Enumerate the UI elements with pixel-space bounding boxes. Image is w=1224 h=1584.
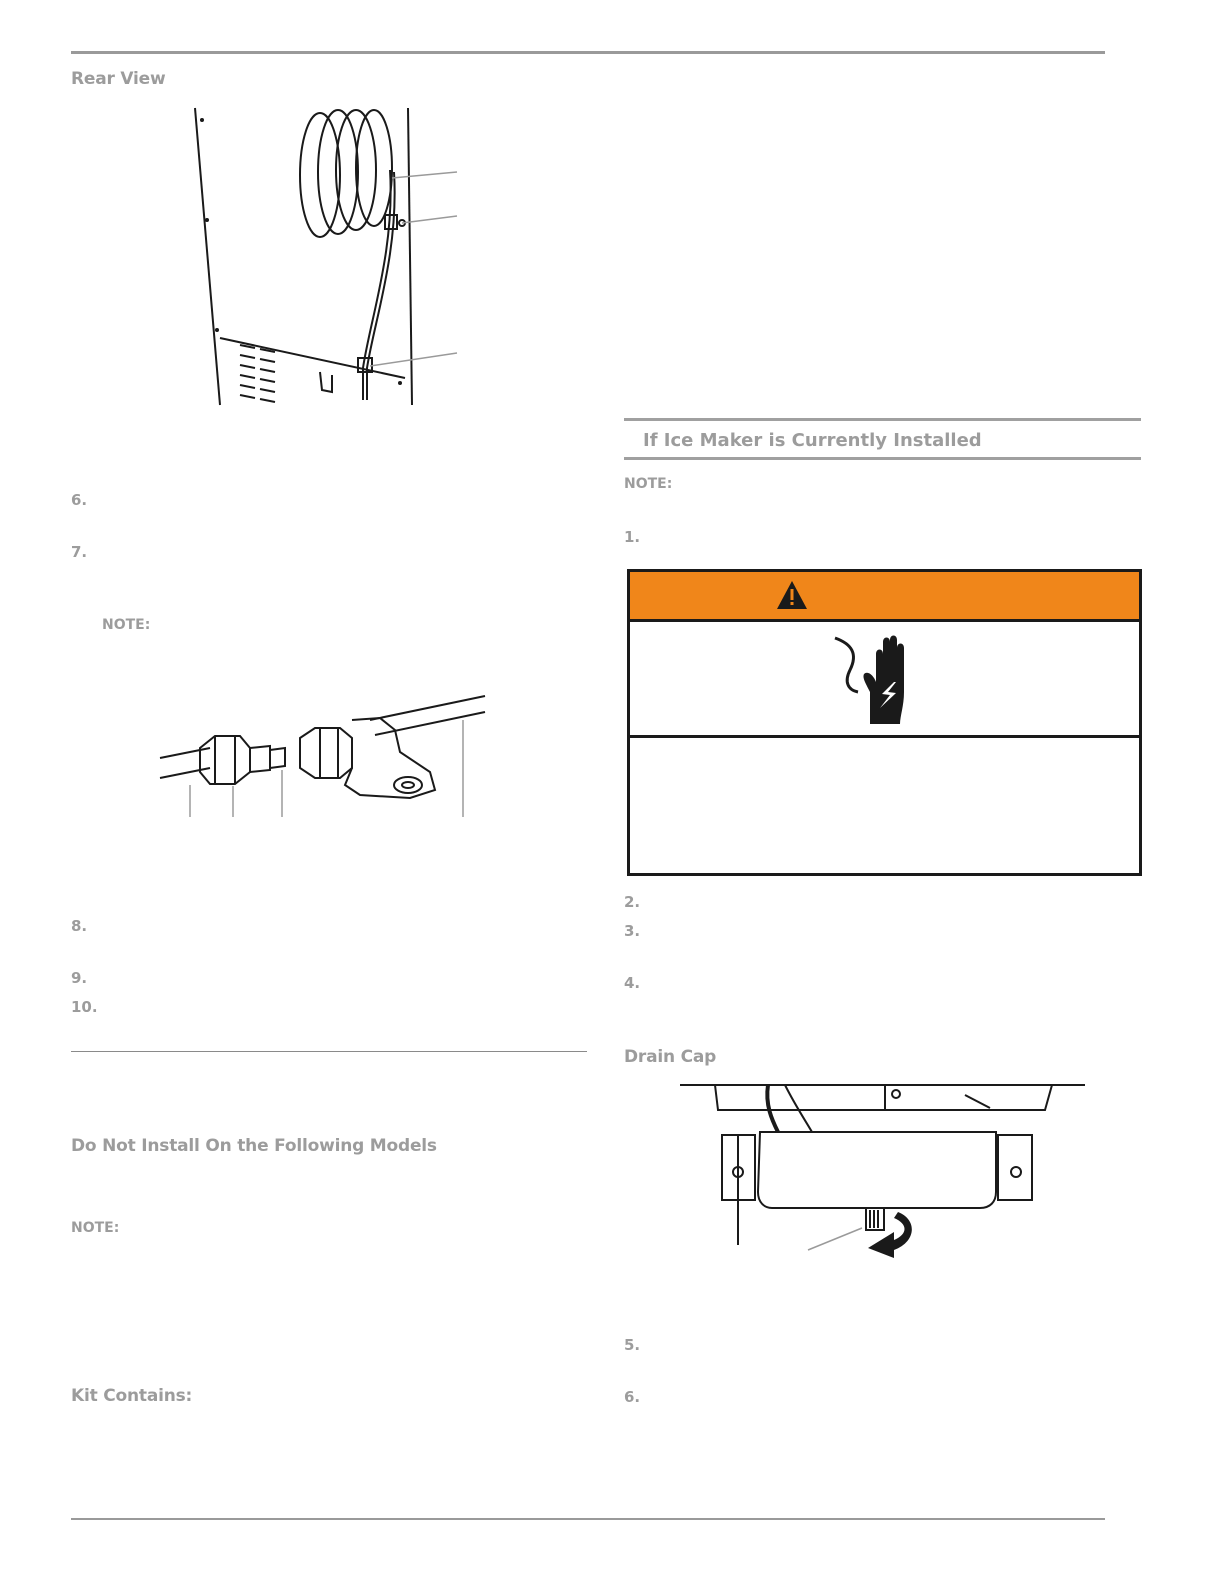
rear-view-illustration xyxy=(180,100,470,410)
right-step-1: 1. xyxy=(624,528,641,546)
left-step-6: 6. xyxy=(71,491,88,509)
drain-cap-illustration xyxy=(680,1080,1090,1270)
ice-maker-section-title: If Ice Maker is Currently Installed xyxy=(643,430,982,451)
left-note-1: NOTE: xyxy=(102,617,151,633)
left-note-2: NOTE: xyxy=(71,1220,120,1236)
left-step-10: 10. xyxy=(71,998,98,1016)
left-step-9: 9. xyxy=(71,969,88,987)
do-not-install-heading: Do Not Install On the Following Models xyxy=(71,1136,437,1156)
right-note: NOTE: xyxy=(624,476,673,492)
left-section-rule xyxy=(71,1051,587,1052)
bottom-rule xyxy=(71,1518,1105,1520)
warning-header xyxy=(630,572,1139,622)
drain-cap-heading: Drain Cap xyxy=(624,1047,717,1067)
kit-contains-heading: Kit Contains: xyxy=(71,1386,193,1406)
left-step-8: 8. xyxy=(71,917,88,935)
right-step-6: 6. xyxy=(624,1388,641,1406)
right-step-4: 4. xyxy=(624,974,641,992)
right-step-3: 3. xyxy=(624,922,641,940)
warning-box xyxy=(627,569,1142,876)
warning-triangle-icon xyxy=(776,580,808,610)
right-step-5: 5. xyxy=(624,1336,641,1354)
top-rule xyxy=(71,51,1105,54)
rear-view-heading: Rear View xyxy=(71,69,166,89)
right-step-2: 2. xyxy=(624,893,641,911)
warning-divider xyxy=(630,735,1139,738)
electrical-shock-hand-icon xyxy=(830,632,920,727)
left-step-7: 7. xyxy=(71,543,88,561)
fitting-illustration xyxy=(160,690,500,820)
